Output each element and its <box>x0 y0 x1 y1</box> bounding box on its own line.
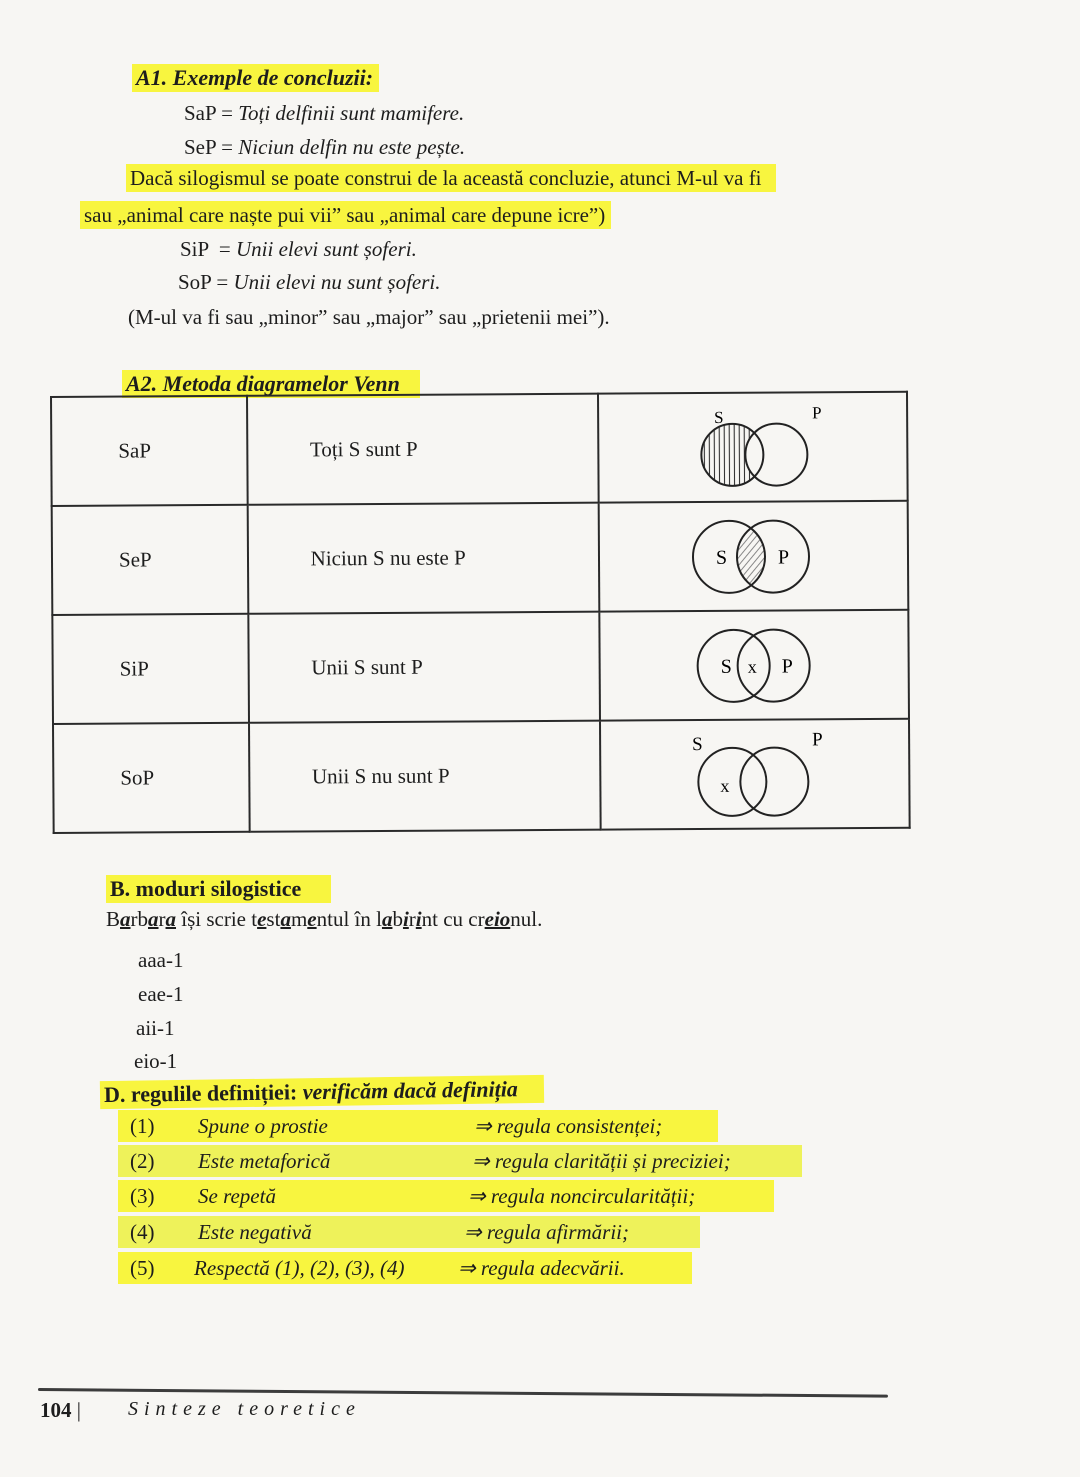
diagram-cell <box>600 719 910 830</box>
svg-text:S: S <box>692 733 704 755</box>
section-a1-heading: A1. Exemple de concluzii: <box>132 64 379 92</box>
rule-row-5: (5) Respectă (1), (2), (3), (4) ⇒ regula adecvării. <box>118 1252 692 1284</box>
venn-sop-diagram <box>684 729 825 820</box>
note-line-2: sau „animal care naște pui vii” sau „animal care depune icre”) <box>80 201 611 229</box>
rule-row-2: (2) Este metaforică ⇒ regula clarității și preciziei; <box>118 1145 802 1177</box>
svg-text:S: S <box>716 546 728 569</box>
example-sop <box>178 268 441 296</box>
venn-table <box>50 391 911 834</box>
table-row <box>51 392 908 506</box>
svg-text:x: x <box>747 656 758 677</box>
table-row <box>52 501 909 615</box>
mnemonic-sentence: Barbara își scrie testamentul în labirint cu creionul. <box>106 907 543 931</box>
form-label: SaP <box>184 101 216 125</box>
svg-text:P: P <box>778 545 790 569</box>
equals: = <box>211 270 234 294</box>
rule-row-1: (1) Spune o prostie ⇒ regula consistenței; <box>118 1110 718 1142</box>
example-text: Niciun delfin nu este pește. <box>238 135 466 159</box>
diagram-cell <box>598 501 908 612</box>
svg-text:P: P <box>781 654 794 678</box>
mode-item: aii-1 <box>136 1016 175 1040</box>
diagram-cell <box>599 610 909 721</box>
note-line-1: Dacă silogismul se poate construi de la această concluzie, atunci M-ul va fi <box>126 164 776 192</box>
svg-text:S: S <box>720 655 733 678</box>
form-label: SiP <box>180 237 209 261</box>
section-d-heading: D. regulile definiției: verificăm dacă definiția <box>100 1075 544 1109</box>
table-row <box>52 610 909 724</box>
venn-sip-diagram <box>684 620 825 711</box>
venn-sep-diagram <box>683 511 824 602</box>
venn-sap-diagram <box>682 402 823 493</box>
form-cell: SoP <box>53 723 249 833</box>
page-number: 104 | <box>40 1398 81 1422</box>
example-text: Toți delfinii sunt mamifere. <box>238 101 465 125</box>
svg-text:x: x <box>720 775 730 796</box>
meaning-cell: Niciun S nu este P <box>247 503 599 614</box>
rule-row-3: (3) Se repetă ⇒ regula noncircularității; <box>118 1180 774 1212</box>
equals: = <box>215 135 239 159</box>
svg-text:P: P <box>812 402 822 422</box>
mode-item: eio-1 <box>134 1049 178 1073</box>
svg-text:S: S <box>714 407 724 427</box>
example-text: Unii elevi sunt șoferi. <box>236 237 417 261</box>
meaning-cell: Toți S sunt P <box>247 394 599 505</box>
example-text: Unii elevi nu sunt șoferi. <box>233 270 441 294</box>
book-title: Sinteze teoretice <box>128 1398 361 1420</box>
table-row <box>53 719 910 833</box>
form-cell: SeP <box>52 505 248 615</box>
mode-item: aaa-1 <box>138 948 184 972</box>
equals: = <box>208 237 237 261</box>
footer-rule <box>38 1388 888 1398</box>
form-label: SeP <box>184 135 216 159</box>
meaning-cell: Unii S sunt P <box>248 612 600 723</box>
rule-row-4: (4) Este negativă ⇒ regula afirmării; <box>118 1216 700 1248</box>
section-a2-heading: A2. Metoda diagramelor Venn <box>122 370 420 398</box>
diagram-cell <box>598 392 908 503</box>
note-2: (M-ul va fi sau „minor” sau „major” sau „prietenii mei”). <box>128 305 610 329</box>
mode-item: eae-1 <box>138 982 184 1006</box>
form-label: SoP <box>178 270 212 294</box>
equals: = <box>215 101 239 125</box>
example-sep <box>184 133 465 161</box>
example-sap <box>184 99 464 127</box>
form-cell: SaP <box>51 396 247 506</box>
form-cell: SiP <box>52 614 248 724</box>
example-sip <box>180 235 417 263</box>
meaning-cell: Unii S nu sunt P <box>249 721 601 832</box>
section-b-heading: B. moduri silogistice <box>106 875 331 903</box>
svg-text:P: P <box>812 728 824 750</box>
